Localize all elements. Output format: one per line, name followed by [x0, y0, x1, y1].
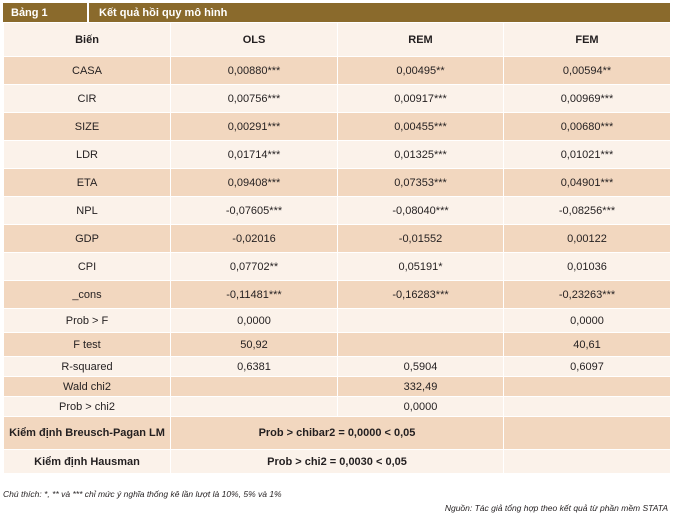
- cell-ols: 0,0000: [171, 309, 338, 333]
- table-row: [4, 169, 671, 197]
- cell-variable: R-squared: [4, 357, 171, 377]
- cell-fem: 0,01036: [504, 253, 671, 281]
- cell-rem: 0,00495**: [338, 57, 504, 85]
- cell-variable: F test: [4, 333, 171, 357]
- cell-ols: -0,07605***: [171, 197, 338, 225]
- cell-fem: 0,04901***: [504, 169, 671, 197]
- test-result: Prob > chi2 = 0,0030 < 0,05: [171, 450, 504, 474]
- table-row: [4, 333, 671, 357]
- cell-rem: 0,00917***: [338, 85, 504, 113]
- cell-ols: 0,07702**: [171, 253, 338, 281]
- cell-rem: [338, 309, 504, 333]
- test-empty-cell: [504, 417, 671, 450]
- cell-variable: Prob > chi2: [4, 397, 171, 417]
- cell-rem: 0,0000: [338, 397, 504, 417]
- table-title: Kết quả hồi quy mô hình: [99, 6, 228, 19]
- table-row: [4, 309, 671, 333]
- header-rem: REM: [338, 23, 504, 57]
- regression-table: [3, 22, 671, 474]
- cell-rem: 0,05191*: [338, 253, 504, 281]
- results-table-container: [3, 3, 670, 474]
- table-row: [4, 141, 671, 169]
- cell-fem: 0,00122: [504, 225, 671, 253]
- table-number: Bảng 1: [3, 3, 89, 22]
- cell-rem: -0,08040***: [338, 197, 504, 225]
- table-row: [4, 225, 671, 253]
- table-row: [4, 357, 671, 377]
- test-empty-cell: [504, 450, 671, 474]
- cell-rem: [338, 333, 504, 357]
- cell-ols: 50,92: [171, 333, 338, 357]
- cell-rem: -0,16283***: [338, 281, 504, 309]
- table-row: [4, 397, 671, 417]
- cell-fem: 0,00680***: [504, 113, 671, 141]
- cell-variable: CIR: [4, 85, 171, 113]
- cell-fem: 40,61: [504, 333, 671, 357]
- cell-variable: _cons: [4, 281, 171, 309]
- cell-ols: 0,00756***: [171, 85, 338, 113]
- table-row: [4, 281, 671, 309]
- test-row: [4, 417, 671, 450]
- cell-ols: -0,11481***: [171, 281, 338, 309]
- test-result: Prob > chibar2 = 0,0000 < 0,05: [171, 417, 504, 450]
- cell-rem: 0,07353***: [338, 169, 504, 197]
- header-variable: Biến: [4, 23, 171, 57]
- table-row: [4, 377, 671, 397]
- cell-rem: -0,01552: [338, 225, 504, 253]
- cell-ols: 0,09408***: [171, 169, 338, 197]
- test-name: Kiểm định Breusch-Pagan LM: [4, 417, 171, 450]
- cell-ols: -0,02016: [171, 225, 338, 253]
- cell-ols: 0,6381: [171, 357, 338, 377]
- cell-fem: 0,01021***: [504, 141, 671, 169]
- cell-rem: 0,01325***: [338, 141, 504, 169]
- cell-ols: 0,00880***: [171, 57, 338, 85]
- cell-rem: 0,5904: [338, 357, 504, 377]
- cell-variable: LDR: [4, 141, 171, 169]
- test-row: [4, 450, 671, 474]
- source-note: Nguồn: Tác giả tổng hợp theo kết quả từ phần mềm STATA: [444, 503, 668, 513]
- cell-variable: NPL: [4, 197, 171, 225]
- cell-fem: [504, 377, 671, 397]
- header-ols: OLS: [171, 23, 338, 57]
- cell-fem: -0,08256***: [504, 197, 671, 225]
- table-row: [4, 85, 671, 113]
- test-name: Kiểm định Hausman: [4, 450, 171, 474]
- cell-fem: 0,6097: [504, 357, 671, 377]
- table-row: [4, 253, 671, 281]
- significance-note: Chú thích: *, ** và *** chỉ mức ý nghĩa thống kê lần lượt là 10%, 5% và 1%: [3, 489, 282, 499]
- cell-fem: 0,00969***: [504, 85, 671, 113]
- cell-variable: Wald chi2: [4, 377, 171, 397]
- cell-variable: CPI: [4, 253, 171, 281]
- cell-fem: [504, 397, 671, 417]
- table-row: [4, 57, 671, 85]
- cell-variable: ETA: [4, 169, 171, 197]
- cell-variable: SIZE: [4, 113, 171, 141]
- header-fem: FEM: [504, 23, 671, 57]
- cell-ols: [171, 397, 338, 417]
- cell-variable: GDP: [4, 225, 171, 253]
- cell-variable: CASA: [4, 57, 171, 85]
- cell-rem: 0,00455***: [338, 113, 504, 141]
- table-title-bar: [3, 3, 670, 22]
- cell-ols: [171, 377, 338, 397]
- cell-fem: 0,0000: [504, 309, 671, 333]
- cell-ols: 0,00291***: [171, 113, 338, 141]
- cell-fem: 0,00594**: [504, 57, 671, 85]
- cell-ols: 0,01714***: [171, 141, 338, 169]
- cell-variable: Prob > F: [4, 309, 171, 333]
- cell-rem: 332,49: [338, 377, 504, 397]
- table-row: [4, 197, 671, 225]
- table-row: [4, 113, 671, 141]
- cell-fem: -0,23263***: [504, 281, 671, 309]
